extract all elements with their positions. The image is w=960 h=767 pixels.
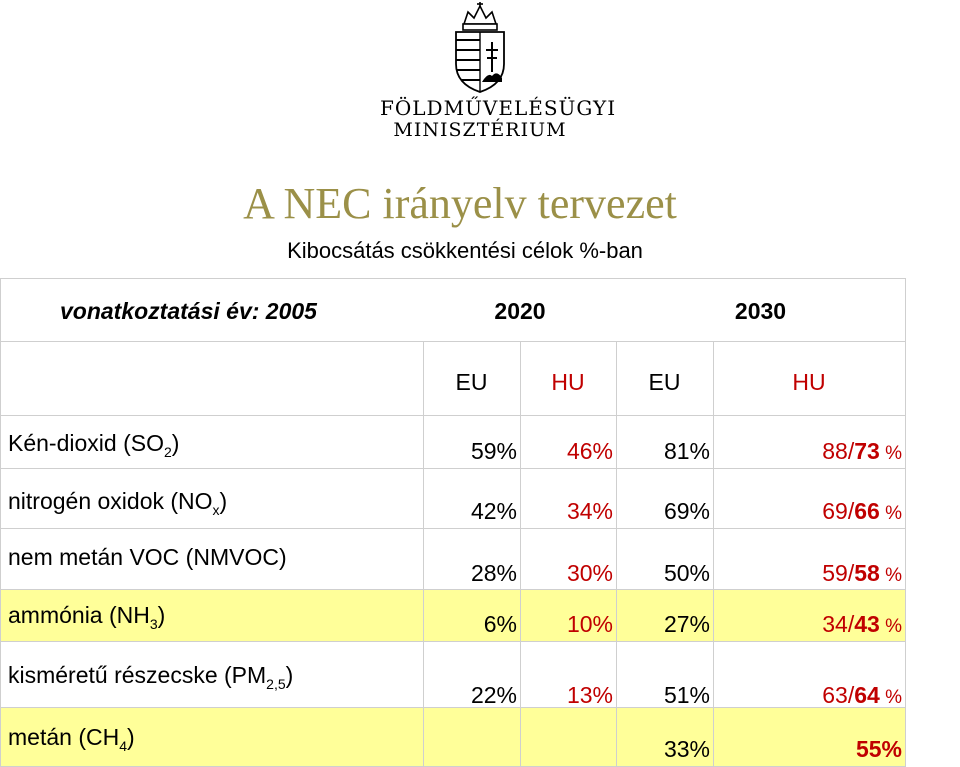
reference-year-label: vonatkoztatási év: 2005	[60, 298, 317, 324]
col-hu-2020: HU	[551, 369, 585, 395]
row-label-ch4: metán $(CH_4)$	[8, 724, 135, 754]
ministry-name-line2: MINISZTÉRIUM	[393, 119, 567, 141]
page-subtitle: Kibocsátás csökkentési célok %-ban	[287, 238, 643, 263]
table-cell: 59%	[470, 438, 517, 464]
table-cell: 28%	[470, 560, 517, 586]
row-label-pm25: kisméretű részecske $(PM_{2,5})$	[8, 662, 294, 692]
table-cell: 27%	[663, 611, 710, 637]
table-cell: 55%	[855, 736, 902, 762]
emission-targets-table	[0, 278, 905, 767]
table-cell: 50%	[663, 560, 710, 586]
table-cell: 63/64 %	[822, 682, 902, 708]
ministry-logo	[380, 0, 617, 150]
table-cell: 6%	[483, 611, 517, 637]
table-cell: 69%	[663, 498, 710, 524]
col-eu-2020: EU	[455, 369, 488, 395]
table-cell: 34%	[566, 498, 613, 524]
page-title: A NEC irányelv tervezet	[243, 179, 677, 228]
row-label-so2: Kén-dioxid $(SO_2)$	[8, 430, 180, 460]
table-cell: 13%	[566, 682, 613, 708]
table-cell: 10%	[566, 611, 613, 637]
table-cell: 30%	[566, 560, 613, 586]
row-label-nh3: ammónia $(NH_3)$	[8, 602, 166, 632]
table-cell: 88/73 %	[822, 438, 902, 464]
coat-of-arms-icon	[442, 2, 518, 94]
year-2030-header: 2030	[734, 298, 787, 324]
table-cell: 22%	[470, 682, 517, 708]
table-cell: 69/66 %	[822, 498, 902, 524]
table-cell: 59/58 %	[822, 560, 902, 586]
table-cell: 51%	[663, 682, 710, 708]
table-cell: 34/43 %	[822, 611, 902, 637]
table-cell: 42%	[470, 498, 517, 524]
year-2020-header: 2020	[494, 298, 546, 324]
table-cell: 81%	[663, 438, 710, 464]
ministry-name-line1: FÖLDMŰVELÉSÜGYI	[380, 96, 617, 120]
col-eu-2030: EU	[648, 369, 681, 395]
table-cell: 46%	[566, 438, 613, 464]
col-hu-2030: HU	[792, 369, 826, 395]
row-label-nox: nitrogén oxidok $(NO_x)$	[8, 488, 228, 518]
row-label-nmvoc: nem metán VOC (NMVOC)	[8, 544, 287, 570]
table-cell: 33%	[663, 736, 710, 762]
